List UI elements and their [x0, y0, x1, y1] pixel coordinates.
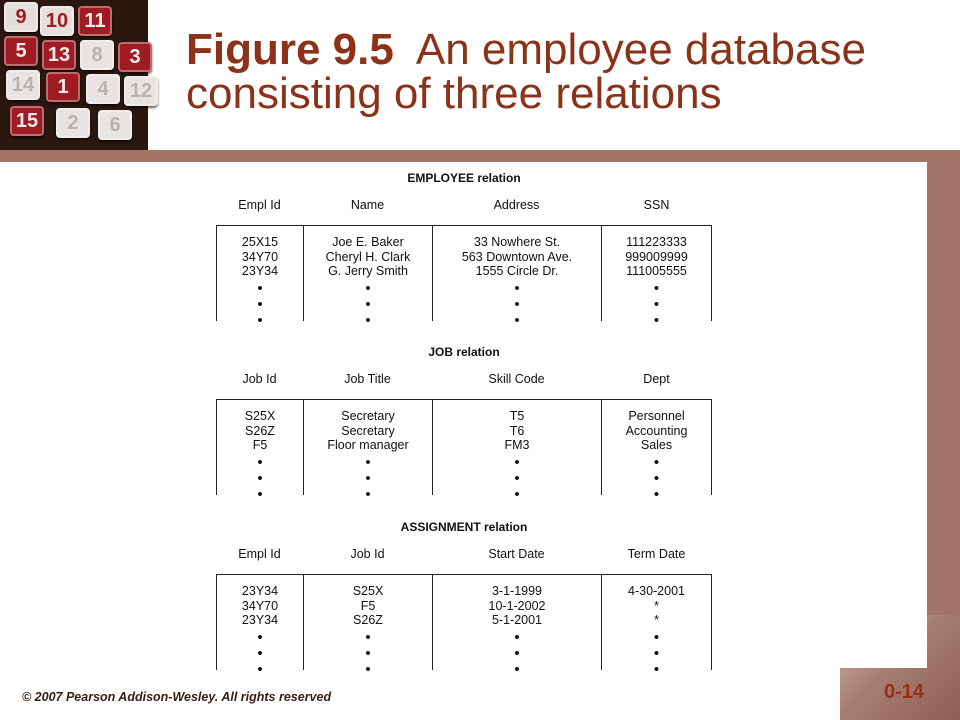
tile: 2 — [56, 108, 90, 138]
slide-title — [186, 25, 946, 118]
tile: 11 — [78, 6, 112, 36]
figure-caption: An employee database consisting of three relations — [186, 25, 866, 118]
slide-number: 0-14 — [884, 681, 925, 703]
tile: 5 — [4, 36, 38, 66]
table-cell: F5 — [252, 438, 268, 452]
table-cell: T6 — [509, 423, 525, 438]
table-column — [432, 226, 601, 329]
ellipsis-dot: • — [653, 279, 660, 297]
table-cell: 563 Downtown Ave. — [461, 249, 573, 264]
tile: 3 — [118, 42, 152, 72]
job-relation — [216, 344, 712, 503]
ellipsis-dot: • — [365, 644, 371, 662]
table-column — [303, 400, 432, 503]
ellipsis-dot: • — [514, 660, 520, 678]
tile: 14 — [6, 70, 40, 100]
ellipsis-dot: • — [514, 628, 520, 646]
ellipsis-dot: • — [257, 485, 263, 503]
column-header: Job Title — [344, 372, 391, 386]
table-cell: Personnel — [628, 409, 685, 423]
table-cell: 4-30-2001 — [628, 584, 685, 598]
header-row — [216, 372, 712, 392]
table-column — [303, 575, 432, 678]
table-cell: 111005555 — [626, 264, 687, 278]
ellipsis-dot: • — [653, 311, 660, 329]
ellipsis-dot: • — [653, 485, 660, 503]
ellipsis-dot: • — [514, 311, 520, 329]
ellipsis-dot: • — [365, 295, 371, 313]
column-header: Start Date — [488, 547, 545, 561]
tile: 9 — [4, 2, 38, 32]
tile: 8 — [80, 40, 114, 70]
relation-title: JOB relation — [428, 345, 500, 359]
table-cell: 10-1-2002 — [488, 598, 546, 613]
ellipsis-dot: • — [365, 485, 371, 503]
table-column — [601, 226, 712, 329]
tile: 1 — [46, 72, 80, 102]
column-header: Job Id — [350, 547, 385, 561]
tile: 15 — [10, 106, 44, 136]
table-cell: S25X — [244, 409, 276, 423]
column-header: Empl Id — [238, 547, 281, 561]
header-row — [216, 547, 712, 567]
table-column — [216, 400, 303, 503]
column-header: Job Id — [242, 372, 277, 386]
table-cell: 1555 Circle Dr. — [475, 264, 559, 278]
table-cell: Floor manager — [327, 438, 409, 452]
ellipsis-dot: • — [653, 295, 660, 313]
table-cell: S25X — [352, 584, 384, 598]
tile: 10 — [40, 6, 74, 36]
ellipsis-dot: • — [653, 644, 660, 662]
copyright-footer: © 2007 Pearson Addison-Wesley. All rights reserved — [22, 690, 332, 704]
table-cell: * — [654, 613, 659, 627]
ellipsis-dot: • — [514, 469, 520, 487]
tile: 13 — [42, 40, 76, 70]
table-cell: 999009999 — [625, 249, 688, 264]
ellipsis-dot: • — [257, 469, 263, 487]
table-cell: * — [654, 598, 659, 613]
table-column — [601, 400, 712, 503]
table-cell: G. Jerry Smith — [328, 264, 408, 278]
table-column — [216, 226, 303, 329]
ellipsis-dot: • — [257, 453, 263, 471]
right-decor-panel — [927, 162, 960, 615]
tile: 6 — [98, 110, 132, 140]
relation-title: EMPLOYEE relation — [407, 171, 521, 185]
relation-title: ASSIGNMENT relation — [400, 520, 528, 534]
title-divider-band — [0, 150, 960, 162]
ellipsis-dot: • — [257, 311, 263, 329]
table-cell: 23Y34 — [241, 613, 279, 627]
tile: 4 — [86, 74, 120, 104]
ellipsis-dot: • — [257, 628, 263, 646]
ellipsis-dot: • — [365, 660, 371, 678]
relation-table — [216, 574, 712, 678]
column-header: Skill Code — [488, 372, 545, 386]
ellipsis-dot: • — [365, 469, 371, 487]
ellipsis-dot: • — [653, 469, 660, 487]
ellipsis-dot: • — [514, 279, 520, 297]
table-cell: 34Y70 — [241, 249, 279, 264]
header-row — [216, 198, 712, 218]
relation-table — [216, 399, 712, 503]
table-cell: Accounting — [625, 423, 688, 438]
ellipsis-dot: • — [514, 453, 520, 471]
column-header: SSN — [643, 198, 670, 212]
column-header: Empl Id — [238, 198, 281, 212]
figure-area — [0, 162, 927, 678]
puzzle-tiles-image — [0, 0, 153, 150]
figure-number: Figure 9.5 — [186, 25, 394, 74]
table-cell: 111223333 — [626, 235, 687, 249]
table-cell: 33 Nowhere St. — [473, 235, 561, 249]
table-cell: Cheryl H. Clark — [325, 249, 411, 264]
table-cell: 34Y70 — [241, 598, 279, 613]
column-header: Address — [493, 198, 540, 212]
table-cell: 23Y34 — [241, 584, 279, 598]
table-cell: S26Z — [353, 613, 383, 627]
ellipsis-dot: • — [653, 660, 660, 678]
tile: 12 — [124, 76, 158, 106]
table-cell: Secretary — [341, 409, 395, 423]
table-column — [216, 575, 303, 678]
table-cell: Sales — [640, 438, 673, 452]
table-cell: T5 — [509, 409, 525, 423]
ellipsis-dot: • — [653, 453, 660, 471]
table-column — [303, 226, 432, 329]
table-cell: FM3 — [504, 438, 530, 452]
table-cell: 25X15 — [241, 235, 279, 249]
ellipsis-dot: • — [514, 295, 520, 313]
table-cell: F5 — [360, 598, 376, 613]
table-cell: 23Y34 — [241, 264, 279, 278]
ellipsis-dot: • — [365, 628, 371, 646]
ellipsis-dot: • — [257, 279, 263, 297]
column-header: Term Date — [627, 547, 686, 561]
ellipsis-dot: • — [514, 485, 520, 503]
ellipsis-dot: • — [365, 279, 371, 297]
ellipsis-dot: • — [257, 644, 263, 662]
assignment-relation — [216, 519, 712, 678]
table-cell: 5-1-2001 — [491, 613, 543, 627]
table-cell: Joe E. Baker — [332, 235, 404, 249]
ellipsis-dot: • — [257, 660, 263, 678]
ellipsis-dot: • — [365, 311, 371, 329]
employee-relation — [216, 170, 712, 329]
relation-table — [216, 225, 712, 329]
table-cell: S26Z — [245, 423, 275, 438]
column-header: Dept — [643, 372, 670, 386]
table-column — [432, 400, 601, 503]
table-column — [432, 575, 601, 678]
table-cell: 3-1-1999 — [491, 584, 543, 598]
ellipsis-dot: • — [365, 453, 371, 471]
table-column — [601, 575, 712, 678]
table-cell: Secretary — [341, 423, 395, 438]
ellipsis-dot: • — [257, 295, 263, 313]
column-header: Name — [350, 198, 385, 212]
ellipsis-dot: • — [514, 644, 520, 662]
ellipsis-dot: • — [653, 628, 660, 646]
